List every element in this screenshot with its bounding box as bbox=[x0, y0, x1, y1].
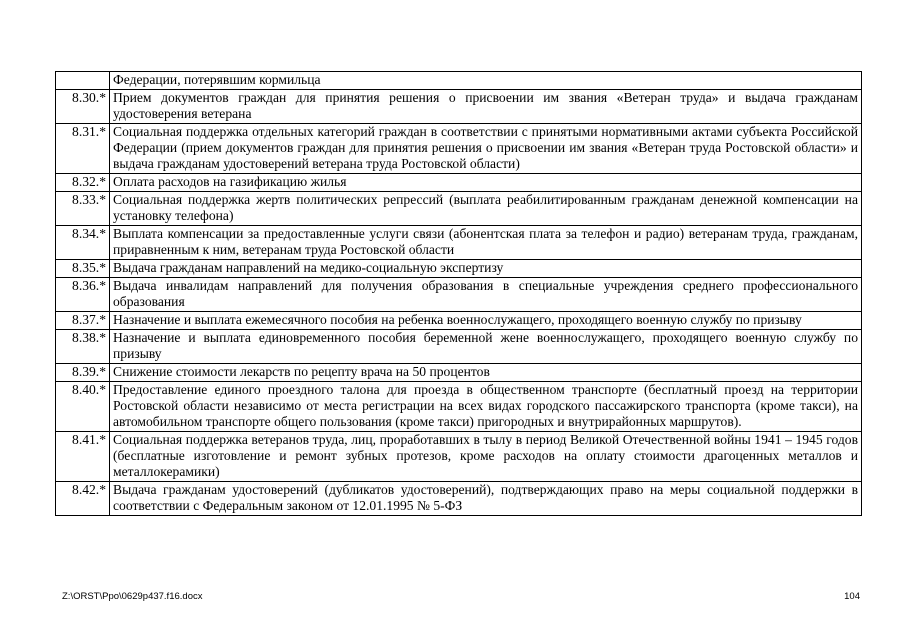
table-row bbox=[56, 382, 862, 432]
row-number: 8.36.* bbox=[56, 278, 110, 312]
table-row bbox=[56, 174, 862, 192]
row-text: Снижение стоимости лекарств по рецепту врача на 50 процентов bbox=[110, 364, 862, 382]
table-row bbox=[56, 432, 862, 482]
row-text: Выплата компенсации за предоставленные услуги связи (абонентская плата за телефон и радио) ветеранам труда, гражданам, приравненным к ним, ветеранам труда Ростовской области bbox=[110, 226, 862, 260]
table-row bbox=[56, 90, 862, 124]
row-number: 8.42.* bbox=[56, 482, 110, 516]
row-text: Выдача инвалидам направлений для получения образования в специальные учреждения среднего профессионального образования bbox=[110, 278, 862, 312]
row-text: Назначение и выплата ежемесячного пособия на ребенка военнослужащего, проходящего военную службу по призыву bbox=[110, 312, 862, 330]
row-number: 8.38.* bbox=[56, 330, 110, 364]
row-text: Предоставление единого проездного талона для проезда в общественном транспорте (бесплатный проезд на территории Ростовской области независимо от места регистрации на всех видах городского пассажирского транспорта (кроме такси), на автомобильном транспорте общего пользования (кроме такси) пригородных и внутрирайонных маршрутов). bbox=[110, 382, 862, 432]
row-text: Прием документов граждан для принятия решения о присвоении им звания «Ветеран труда» и выдача гражданам удостоверения ветерана bbox=[110, 90, 862, 124]
table-row bbox=[56, 364, 862, 382]
row-text: Выдача гражданам направлений на медико-социальную экспертизу bbox=[110, 260, 862, 278]
row-text: Социальная поддержка отдельных категорий граждан в соответствии с принятыми нормативными актами субъекта Российской Федерации (прием документов граждан для принятия решения о присвоении им звания «Ветеран труда Ростовской области» и выдача гражданам удостоверений ветерана труда Ростовской области) bbox=[110, 124, 862, 174]
row-number: 8.39.* bbox=[56, 364, 110, 382]
row-number: 8.32.* bbox=[56, 174, 110, 192]
row-number: 8.31.* bbox=[56, 124, 110, 174]
row-text: Социальная поддержка ветеранов труда, лиц, проработавших в тылу в период Великой Отечественной войны 1941 – 1945 годов (бесплатные изготовление и ремонт зубных протезов, кроме расходов на оплату стоимости драгоценных металлов и металлокерамики) bbox=[110, 432, 862, 482]
row-number: 8.41.* bbox=[56, 432, 110, 482]
row-text: Выдача гражданам удостоверений (дубликатов удостоверений), подтверждающих право на меры социальной поддержки в соответствии с Федеральным законом от 12.01.1995 № 5-ФЗ bbox=[110, 482, 862, 516]
row-text: Оплата расходов на газификацию жилья bbox=[110, 174, 862, 192]
table-row bbox=[56, 260, 862, 278]
row-number: 8.37.* bbox=[56, 312, 110, 330]
table-row bbox=[56, 226, 862, 260]
table-row bbox=[56, 278, 862, 312]
row-number bbox=[56, 72, 110, 90]
footer-page-number: 104 bbox=[844, 591, 860, 602]
services-table bbox=[55, 71, 862, 516]
row-number: 8.35.* bbox=[56, 260, 110, 278]
row-number: 8.30.* bbox=[56, 90, 110, 124]
table-row bbox=[56, 330, 862, 364]
row-text: Социальная поддержка жертв политических репрессий (выплата реабилитированным гражданам денежной компенсации на установку телефона) bbox=[110, 192, 862, 226]
footer-file-path: Z:\ORST\Ppo\0629p437.f16.docx bbox=[62, 591, 203, 602]
services-table-body bbox=[56, 72, 862, 516]
table-row bbox=[56, 72, 862, 90]
table-row bbox=[56, 192, 862, 226]
row-number: 8.40.* bbox=[56, 382, 110, 432]
row-number: 8.33.* bbox=[56, 192, 110, 226]
table-row bbox=[56, 482, 862, 516]
row-number: 8.34.* bbox=[56, 226, 110, 260]
table-row bbox=[56, 124, 862, 174]
row-text: Федерации, потерявшим кормильца bbox=[110, 72, 862, 90]
table-row bbox=[56, 312, 862, 330]
row-text: Назначение и выплата единовременного пособия беременной жене военнослужащего, проходящего военную службу по призыву bbox=[110, 330, 862, 364]
